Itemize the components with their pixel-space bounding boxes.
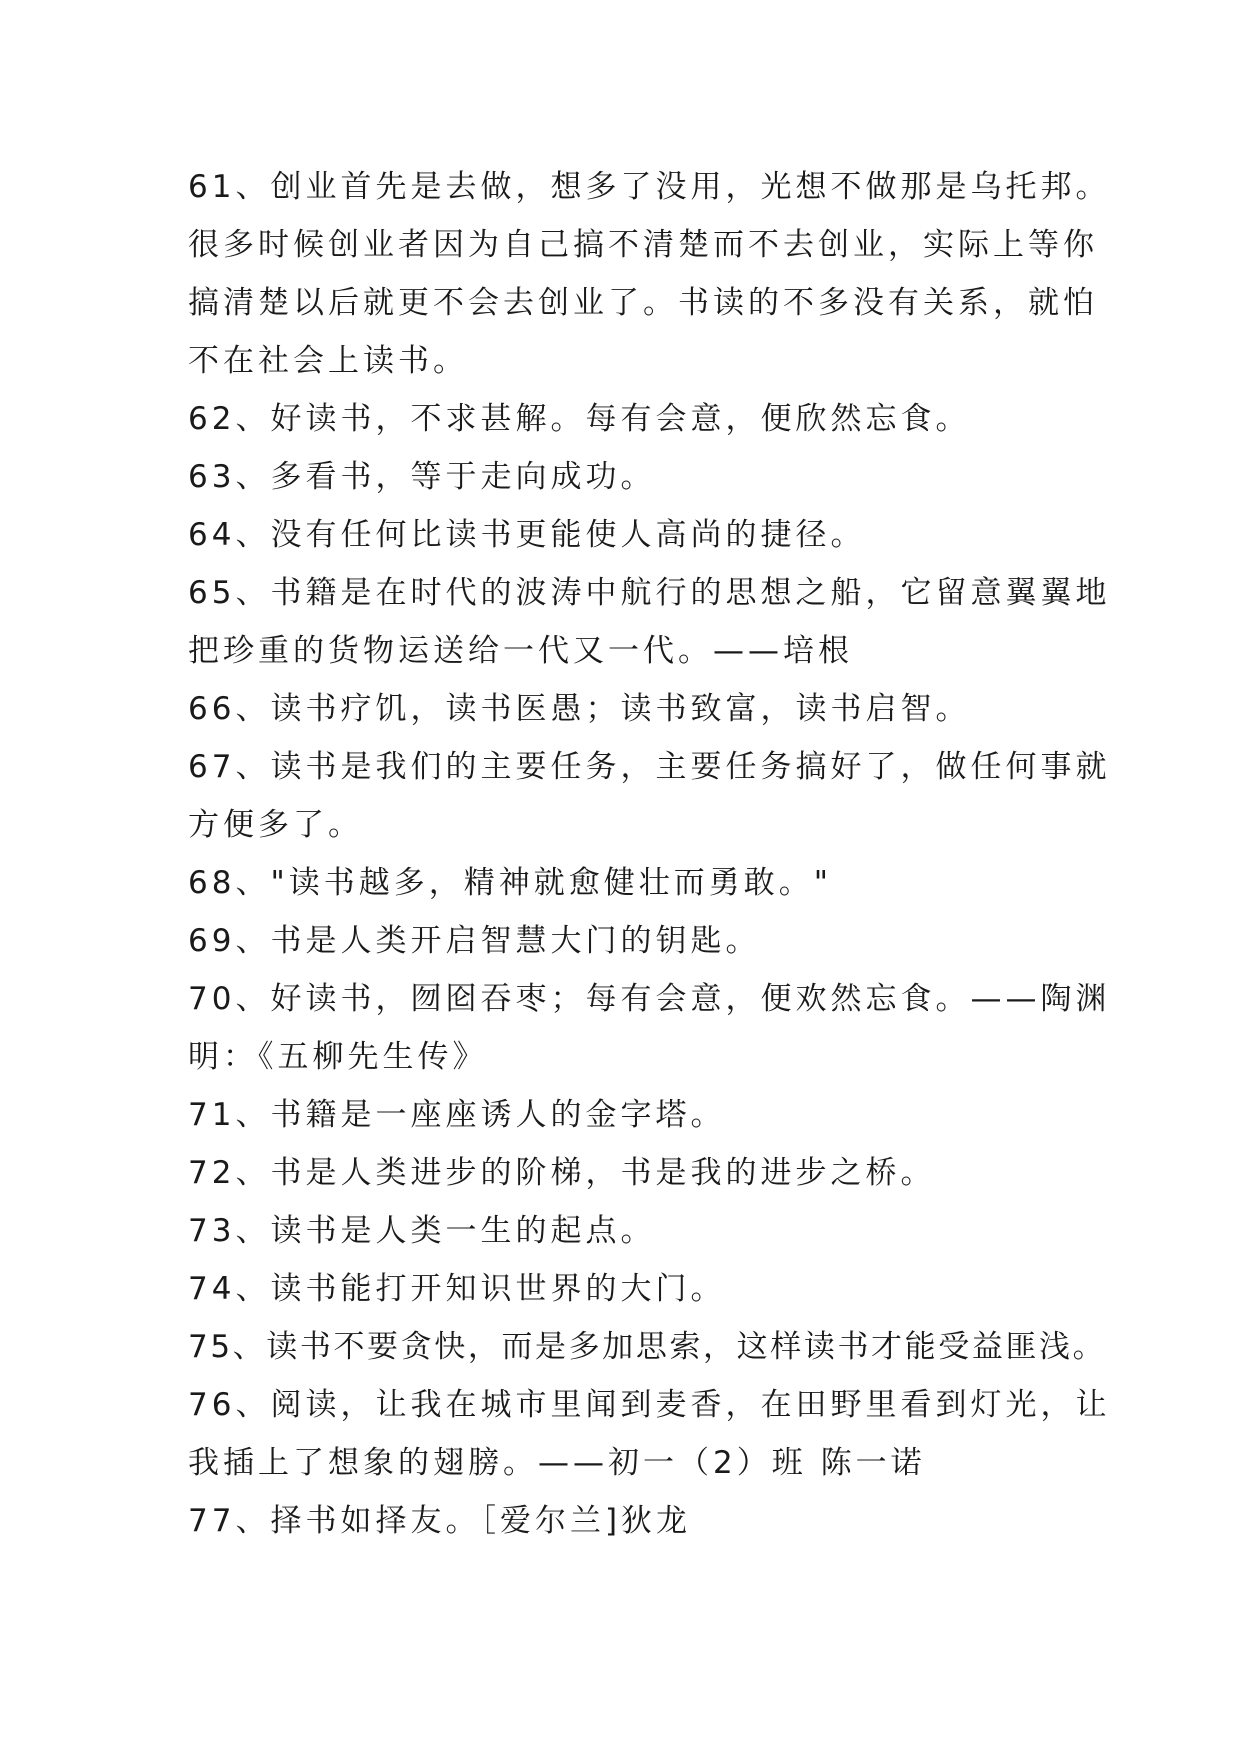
text-line: 76、阅读，让我在城市里闻到麦香，在田野里看到灯光，让 [188,1387,1111,1423]
text-line: 把珍重的货物运送给一代又一代。——培根 [188,633,853,669]
text-line: 64、没有任何比读书更能使人高尚的捷径。 [188,517,866,553]
text-line: 66、读书疗饥，读书医愚；读书致富，读书启智。 [188,691,971,727]
text-line: 62、好读书，不求甚解。每有会意，便欣然忘食。 [188,401,971,437]
text-line: 74、读书能打开知识世界的大门。 [188,1271,726,1307]
text-line: 71、书籍是一座座诱人的金字塔。 [188,1097,726,1133]
text-line: 68、"读书越多，精神就愈健壮而勇敢。" [188,865,832,901]
text-line: 很多时候创业者因为自己搞不清楚而不去创业，实际上等你 [188,227,1098,263]
text-line: 方便多了。 [188,807,363,843]
text-line: 73、读书是人类一生的起点。 [188,1213,656,1249]
text-line: 75、读书不要贪快，而是多加思索，这样读书才能受益匪浅。 [188,1329,1107,1365]
text-line: 67、读书是我们的主要任务，主要任务搞好了，做任何事就 [188,749,1111,785]
text-line: 65、书籍是在时代的波涛中航行的思想之船，它留意翼翼地 [188,575,1111,611]
text-line: 77、择书如择友。［爱尔兰]狄龙 [188,1503,692,1539]
text-line: 明：《五柳先生传》 [188,1039,488,1075]
text-line: 我插上了想象的翅膀。——初一（2）班 陈一诺 [188,1445,926,1481]
text-line: 不在社会上读书。 [188,343,468,379]
quote-list [188,158,1111,1550]
text-line: 69、书是人类开启智慧大门的钥匙。 [188,923,761,959]
text-line: 61、创业首先是去做，想多了没用，光想不做那是乌托邦。 [188,169,1111,205]
text-line: 搞清楚以后就更不会去创业了。书读的不多没有关系，就怕 [188,285,1098,321]
text-line: 72、书是人类进步的阶梯，书是我的进步之桥。 [188,1155,936,1191]
text-line: 63、多看书，等于走向成功。 [188,459,656,495]
text-line: 70、好读书，囫囵吞枣；每有会意，便欢然忘食。——陶渊 [188,981,1111,1017]
